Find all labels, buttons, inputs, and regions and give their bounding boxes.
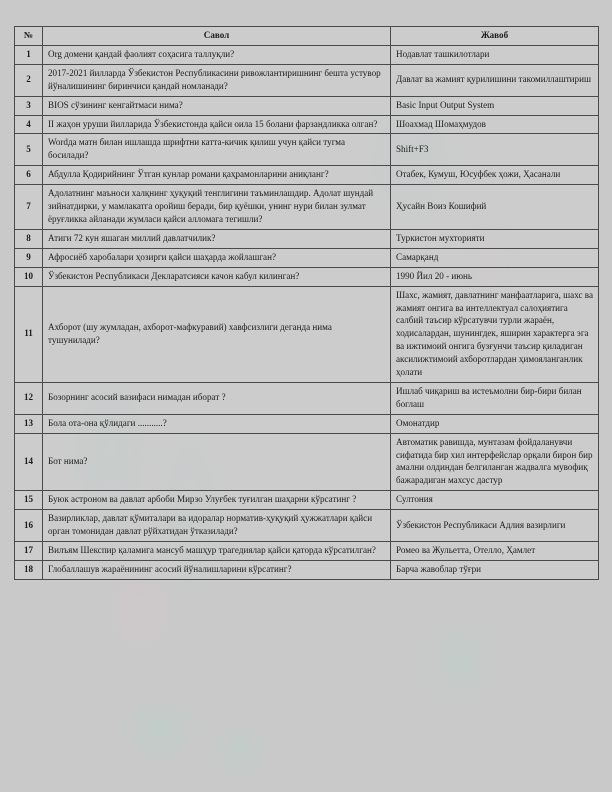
table-row — [15, 248, 599, 267]
question-answer-table — [14, 26, 599, 580]
table-row — [15, 560, 599, 579]
answer-cell: Самарқанд — [391, 248, 599, 267]
row-number: 16 — [15, 510, 43, 542]
table-row — [15, 510, 599, 542]
table-row — [15, 166, 599, 185]
answer-cell: Отабек, Кумуш, Юсуфбек ҳожи, Ҳасанали — [391, 166, 599, 185]
row-number: 10 — [15, 267, 43, 286]
answer-cell: Омонатдир — [391, 414, 599, 433]
row-number: 3 — [15, 96, 43, 115]
question-cell: Ўзбекистон Республикаси Декларатсияси качон кабул килинган? — [43, 267, 391, 286]
question-cell: Вилъям Шекспир қаламига мансуб машҳур трагедиялар қайси қаторда кўрсатилган? — [43, 542, 391, 561]
question-cell: II жаҳон уруши йилларида Ўзбекистонда қайси оила 15 болани фарзандликка олган? — [43, 115, 391, 134]
answer-cell: Давлат ва жамият қурилишини такомиллаштириш — [391, 64, 599, 96]
row-number: 12 — [15, 382, 43, 414]
table-row — [15, 45, 599, 64]
row-number: 11 — [15, 286, 43, 382]
column-header-number: № — [15, 27, 43, 46]
answer-cell: 1990 Йил 20 - июнь — [391, 267, 599, 286]
table-row — [15, 286, 599, 382]
table-row — [15, 96, 599, 115]
question-cell: Глобаллашув жараёнининг асосий йўналишларини кўрсатинг? — [43, 560, 391, 579]
question-cell: BIOS сўзининг кенгайтмаси нима? — [43, 96, 391, 115]
answer-cell: Шоахмад Шомаҳмудов — [391, 115, 599, 134]
answer-cell: Автоматик равишда, мунтазам фойдаланувчи сифатида бир хил интерфейслар орқали бирон бир амални олдиндан белгиланган жадвалга мувофиқ бажарадиган махсус дастур — [391, 433, 599, 491]
question-cell: Бот нима? — [43, 433, 391, 491]
row-number: 7 — [15, 185, 43, 230]
row-number: 9 — [15, 248, 43, 267]
answer-cell: Султония — [391, 491, 599, 510]
question-cell: Атиги 72 кун яшаган миллий давлатчилик? — [43, 229, 391, 248]
table-header-row — [15, 27, 599, 46]
answer-cell: Туркистон мухторияти — [391, 229, 599, 248]
answer-cell: Shift+F3 — [391, 134, 599, 166]
table-row — [15, 115, 599, 134]
answer-cell: Нодавлат ташкилотлари — [391, 45, 599, 64]
row-number: 5 — [15, 134, 43, 166]
answer-cell: Ромео ва Жульетта, Отелло, Ҳамлет — [391, 542, 599, 561]
row-number: 6 — [15, 166, 43, 185]
table-row — [15, 229, 599, 248]
table-row — [15, 491, 599, 510]
table-row — [15, 414, 599, 433]
row-number: 4 — [15, 115, 43, 134]
table-row — [15, 134, 599, 166]
row-number: 13 — [15, 414, 43, 433]
row-number: 18 — [15, 560, 43, 579]
row-number: 15 — [15, 491, 43, 510]
answer-cell: Ишлаб чиқариш ва истеъмолни бир-бири билан боглаш — [391, 382, 599, 414]
column-header-answer: Жавоб — [391, 27, 599, 46]
answer-cell: Барча жавоблар тўғри — [391, 560, 599, 579]
question-cell: 2017-2021 йилларда Ўзбекистон Республикасини ривожлантиришнинг бешта устувор йўналишининг биринчиси қандай номланади? — [43, 64, 391, 96]
answer-cell: Шахс, жамият, давлатнинг манфаатларига, шахс ва жамият онгига ва интеллектуал салоҳиятига салбий таъсир кўрсатувчи турли жараён, ходисалардан, шунингдек, яширин характерга эга ва ижтимоий онгига бузғунчи таъсир қиладиган аксилижтимоий ахборотлардан ҳимояланганлик ҳолати — [391, 286, 599, 382]
question-cell: Адолатнинг маъноси халқнинг ҳуқуқий тенглигини таъминлашдир. Адолат шундай зийнатдирки, у мамлакатга оройиш беради, бир қуёшки, унинг нури билан зулмат ёруғликка айланади жумласи қайси алломага тегишли? — [43, 185, 391, 230]
row-number: 17 — [15, 542, 43, 561]
question-cell: Бола ота-она қўлидаги ...........? — [43, 414, 391, 433]
answer-cell: Ҳусайн Воиз Кошифий — [391, 185, 599, 230]
table-row — [15, 64, 599, 96]
column-header-question: Савол — [43, 27, 391, 46]
question-cell: Буюк астроном ва давлат арбоби Мирзо Улуғбек туғилган шаҳарни кўрсатинг ? — [43, 491, 391, 510]
question-cell: Абдулла Қодирийнинг Ўтган кунлар романи қаҳрамонларини аниқланг? — [43, 166, 391, 185]
question-cell: Вазирликлар, давлат қўмиталари ва идоралар норматив-ҳуқуқий ҳужжатлари қайси орган томонидан давлат рўйхатидан ўтказилади? — [43, 510, 391, 542]
row-number: 14 — [15, 433, 43, 491]
row-number: 1 — [15, 45, 43, 64]
question-cell: Org домени қандай фаолият соҳасига таллуқли? — [43, 45, 391, 64]
table-row — [15, 382, 599, 414]
question-cell: Бозорнинг асосий вазифаси нимадан иборат ? — [43, 382, 391, 414]
question-cell: Афросиёб харобалари ҳозирги қайси шаҳарда жойлашган? — [43, 248, 391, 267]
table-row — [15, 542, 599, 561]
table-row — [15, 267, 599, 286]
table-header — [15, 27, 599, 46]
answer-cell: Basic Input Output System — [391, 96, 599, 115]
table-row — [15, 433, 599, 491]
question-cell: Wordда матн билан ишлашда шрифтни катта-кичик қилиш учун қайси тугма босилади? — [43, 134, 391, 166]
table-row — [15, 185, 599, 230]
row-number: 2 — [15, 64, 43, 96]
row-number: 8 — [15, 229, 43, 248]
table-body — [15, 45, 599, 579]
question-cell: Ахборот (шу жумладан, ахборот-мафкуравий) хавфсизлиги деганда нима тушунилади? — [43, 286, 391, 382]
answer-cell: Ўзбекистон Республикаси Адлия вазирлиги — [391, 510, 599, 542]
